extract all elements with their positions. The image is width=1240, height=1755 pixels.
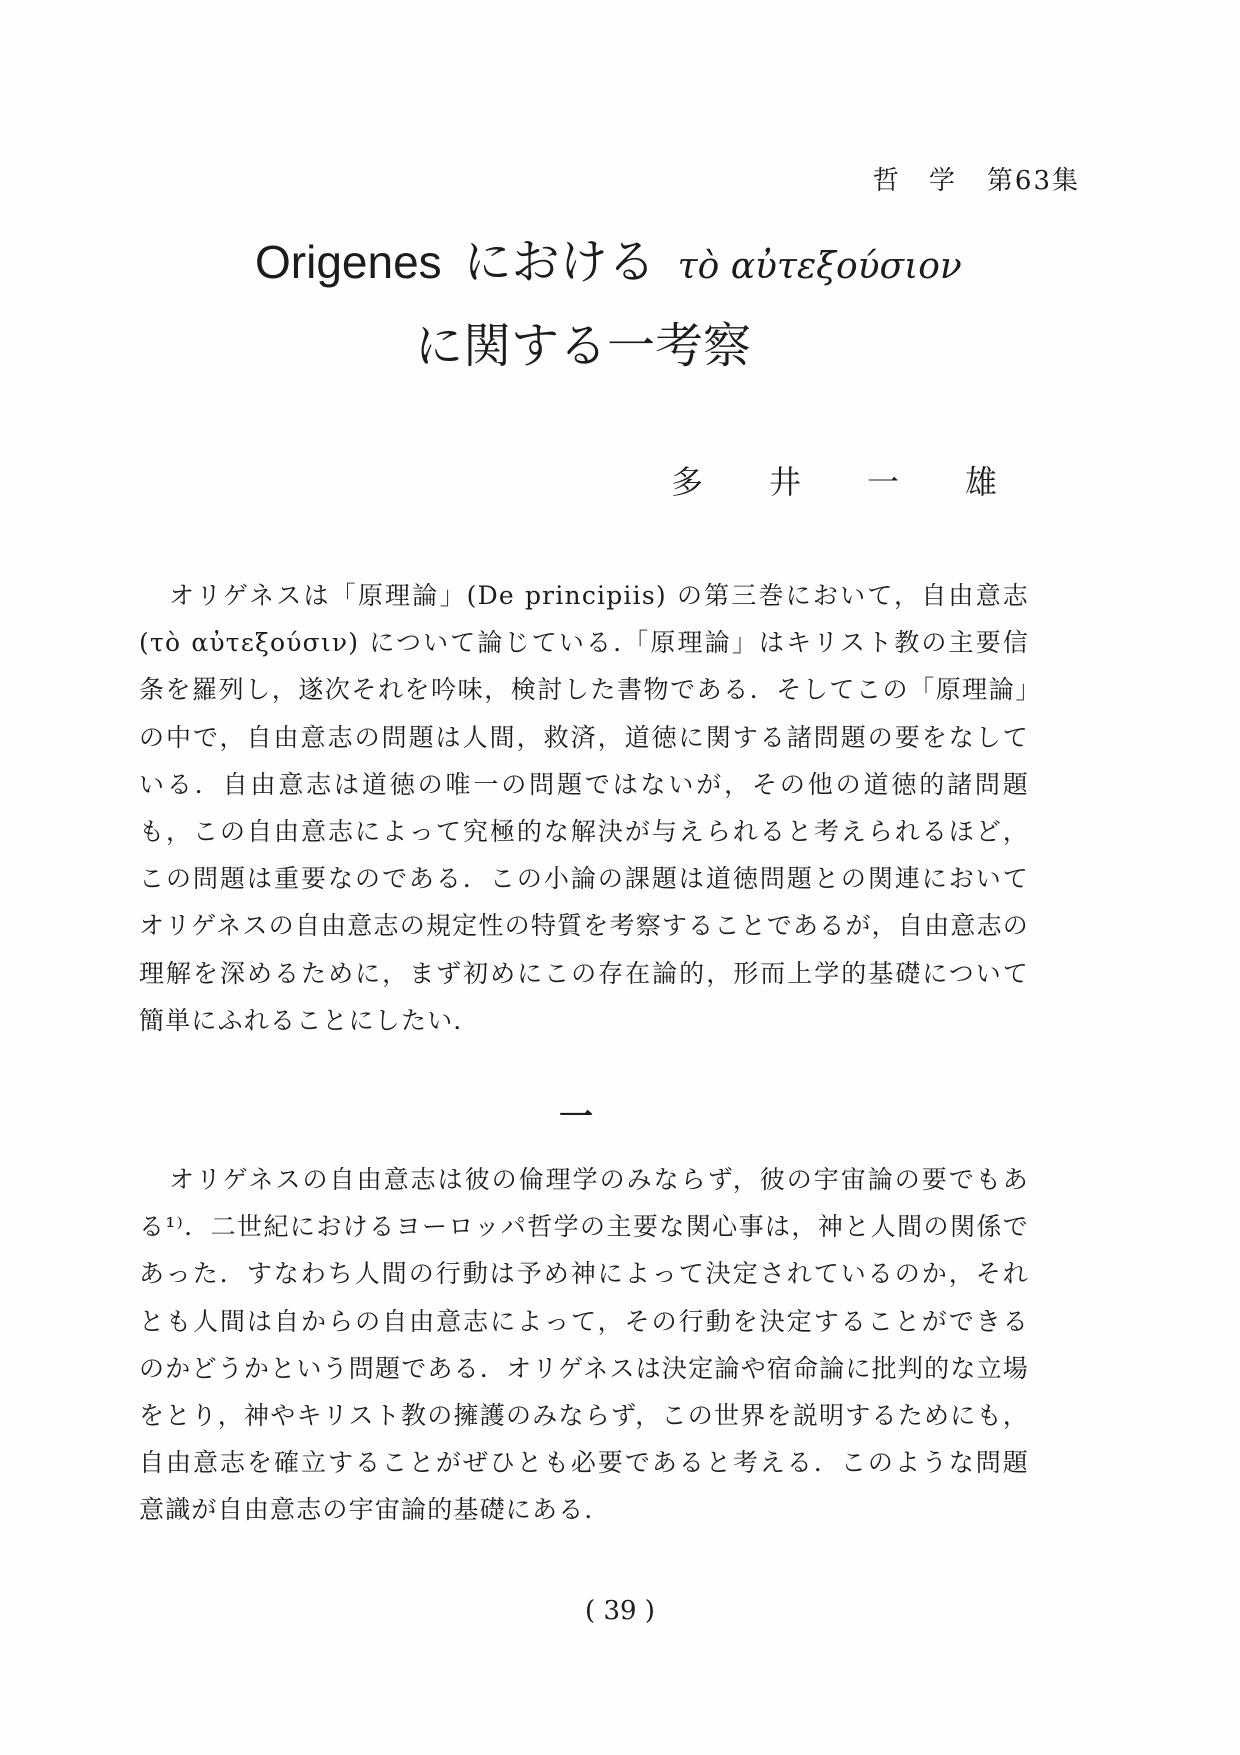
paragraph-section-1: オリゲネスの自由意志は彼の倫理学のみならず，彼の宇宙論の要でもある¹⁾．二世紀におけるヨーロッパ哲学の主要な関心事は，神と人間の関係であった．すなわち人間の行動は予め神によって決定されているのか，それとも人間は自からの自由意志によって，その行動を決定することができるのかどうかという問題である．オリゲネスは決定論や宿命論に批判的な立場をとり，神やキリスト教の擁護のみならず，この世界を説明するためにも，自由意志を確立することがぜひとも必要であると考える．このような問題意識が自由意志の宇宙論的基礎にある． [139, 1165, 1029, 1525]
title-greek: τὸ αὐτεξούσιον [677, 246, 962, 287]
paragraph-intro: オリゲネスは「原理論」(De principiis) の第三巻において，自由意志 (τὸ αὐτεξούσιν) について論じている.「原理論」はキリスト教の主要信条を羅列し，遂次それを吟味，検討した書物である．そしてこの「原理論」の中で，自由意志の問題は人間，救済，道徳に関する諸問題の要をなしている．自由意志は道徳の唯一の問題ではないが，その他の道徳的諸問題も，この自由意志によって究極的な解決が与えられると考えられるほど，この問題は重要なのである．この小論の課題は道徳問題との関連においてオリゲネスの自由意志の規定性の特質を考察することであるが，自由意志の理解を深めるために，まず初めにこの存在論的，形而上学的基礎について簡単にふれることにしたい． [139, 581, 1029, 1035]
title-line-1 [255, 234, 962, 290]
section-heading: 一 [559, 1097, 593, 1137]
running-header [873, 160, 1080, 197]
journal-name: 哲 学 [872, 166, 957, 196]
title-latin: Origenes [255, 236, 442, 288]
title-line-2: に関する一考察 [415, 318, 752, 374]
author-name: 多井一雄 [671, 463, 1064, 501]
title-jp: における [463, 234, 656, 290]
journal-volume: 第63集 [986, 166, 1080, 196]
page-number: ( 39 ) [585, 1596, 655, 1626]
